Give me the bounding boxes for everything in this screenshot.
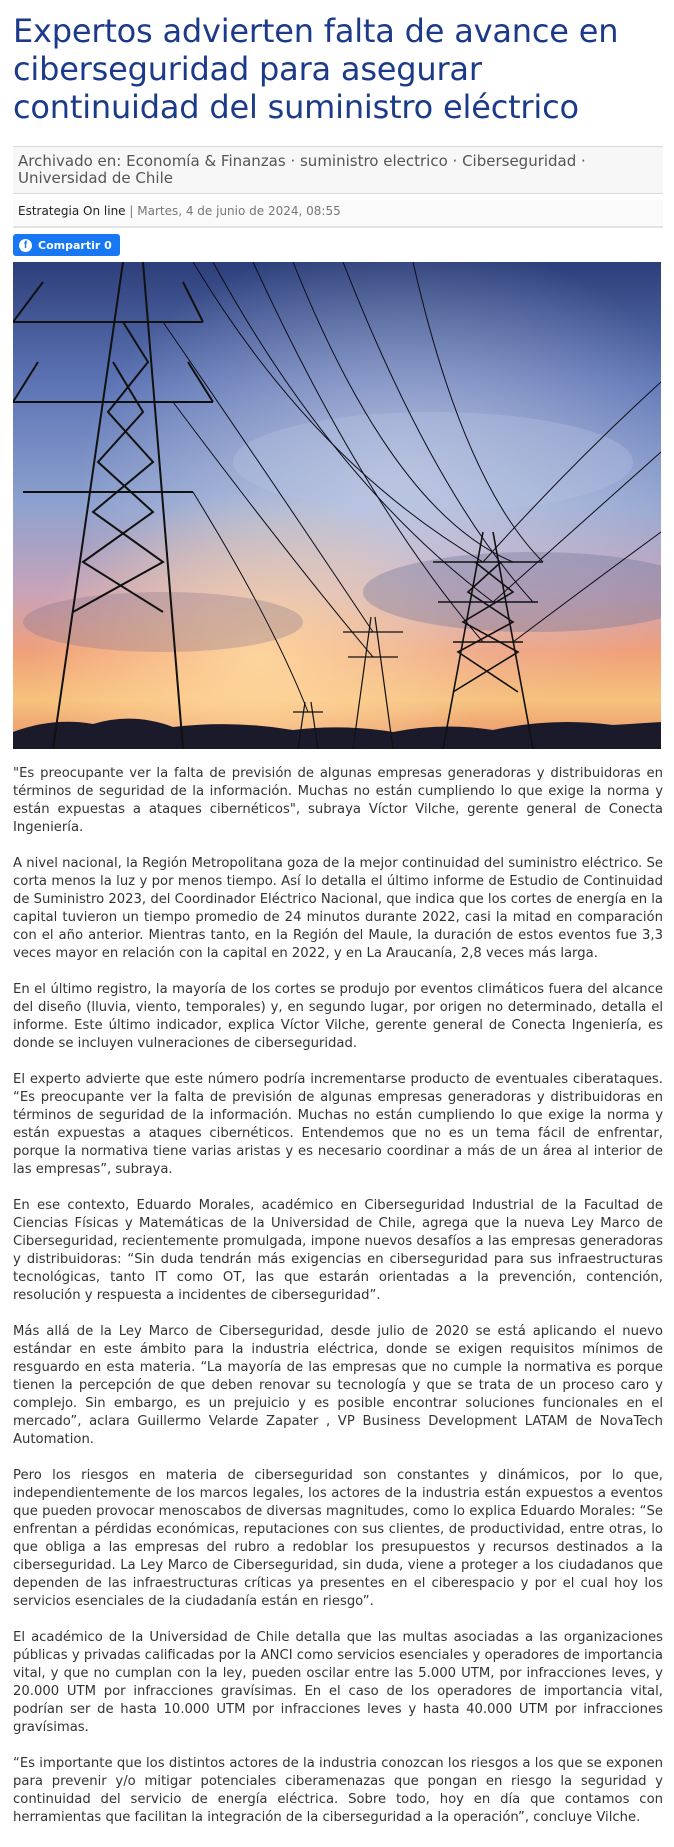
article-date: | Martes, 4 de junio de 2024, 08:55 (125, 204, 341, 218)
article-photo (13, 262, 661, 749)
share-label: Compartir 0 (38, 238, 112, 252)
paragraph-4: El experto advierte que este número podría incrementarse producto de eventuales ciberataques. “Es preocupante ver la falta de previsión de algunas empresas generadoras y distribuidoras en términos de seguridad de la información. Muchas no están cumpliendo lo que exige la norma y están expuestas a ataques cibernéticos. Entendemos que no es un tema fácil de enfrentar, porque la normativa tiene varias aristas y es necesario coordinar a más de un área al interior de las empresas”, subraya. (13, 1072, 663, 1177)
paragraph-2: A nivel nacional, la Región Metropolitana goza de la mejor continuidad del suministro eléctrico. Se corta menos la luz y por menos tiempo. Así lo detalla el último informe de Estudio de Continuidad de Suministro 2023, del Coordinador Eléctrico Nacional, que indica que los cortes de energía en la capital tuvieron un tiempo promedio de 24 minutos durante 2022, casi la mitad en comparación con el año anterior. Mientras tanto, en la Región del Maule, la duración de estos eventos fue 3,3 veces mayor en relación con la capital en 2022, y en La Araucanía, 2,8 veces más larga. (13, 856, 663, 961)
article-source: Estrategia On line (18, 204, 126, 218)
article-body (13, 765, 663, 1827)
article (13, 0, 663, 1827)
paragraph-9: “Es importante que los distintos actores de la industria conozcan los riesgos a los que se exponen para prevenir y/o mitigar potenciales ciberamenazas que pongan en riesgo la seguridad y continuidad del servicio de energía eléctrica. Sobre todo, hoy en día que contamos con herramientas que facilitan la integración de la ciberseguridad a la operación”, concluye Vilche. (13, 1756, 663, 1825)
archived-categories: Archivado en: Economía & Finanzas · suministro electrico · Ciberseguridad · Universidad de Chile (13, 146, 663, 194)
paragraph-5: En ese contexto, Eduardo Morales, académico en Ciberseguridad Industrial de la Facultad de Ciencias Físicas y Matemáticas de la Universidad de Chile, agrega que la nueva Ley Marco de Ciberseguridad, recientemente promulgada, impone nuevos desafíos a las empresas generadoras y distribuidoras: “Sin duda tendrán más exigencias en ciberseguridad para sus infraestructuras tecnológicas, tanto IT como OT, las que estarán orientadas a la prevención, contención, resolución y respuesta a incidentes de ciberseguridad”. (13, 1198, 663, 1303)
facebook-icon: f (19, 239, 32, 252)
paragraph-8: El académico de la Universidad de Chile detalla que las multas asociadas a las organizaciones públicas y privadas calificadas por la ANCI como servicios esenciales y operadores de importancia vital, y que no cumplan con la ley, pueden oscilar entre las 5.000 UTM, por infracciones leves, y 20.000 UTM por infracciones gravísimas. En el caso de los operadores de importancia vital, podrían ser de hasta 10.000 UTM por infracciones leves y hasta 40.000 UTM por infracciones gravísimas. (13, 1630, 663, 1735)
article-meta (13, 200, 663, 228)
paragraph-7: Pero los riesgos en materia de ciberseguridad son constantes y dinámicos, por lo que, independientemente de los marcos legales, los actores de la industria están expuestos a eventos que pueden provocar menoscabos de diversas magnitudes, como lo explica Eduardo Morales: “Se enfrentan a pérdidas económicas, reputaciones con sus clientes, de productividad, entre otras, lo que obliga a las empresas del rubro a redoblar los presupuestos y recursos destinados a la ciberseguridad. La Ley Marco de Ciberseguridad, sin duda, viene a proteger a los ciudadanos que dependen de las infraestructuras críticas ya presentes en el ciberespacio y por el cual hoy los servicios esenciales de la ciudadanía están en riesgo”. (13, 1468, 663, 1609)
paragraph-6: Más allá de la Ley Marco de Ciberseguridad, desde julio de 2020 se está aplicando el nuevo estándar en este ámbito para la industria eléctrica, donde se exigen requisitos mínimos de resguardo en esta materia. “La mayoría de las empresas que no cumple la normativa es porque tienen la percepción de que deben renovar su tecnología y que se trata de un proceso caro y complejo. Sin embargo, es un prejuicio y es posible encontrar soluciones funcionales en el mercado”, aclara Guillermo Velarde Zapater , VP Business Development LATAM de NovaTech Automation. (13, 1324, 663, 1447)
paragraph-1: "Es preocupante ver la falta de previsión de algunas empresas generadoras y distribuidoras en términos de seguridad de la información. Muchas no están cumpliendo lo que exige la norma y están expuestas a ataques cibernéticos", subraya Víctor Vilche, gerente general de Conecta Ingeniería. (13, 766, 663, 835)
article-title: Expertos advierten falta de avance en ciberseguridad para asegurar continuidad del suministro eléctrico (13, 12, 619, 126)
paragraph-3: En el último registro, la mayoría de los cortes se produjo por eventos climáticos fuera del alcance del diseño (lluvia, viento, temporales) y, en segundo lugar, por origen no determinado, detalla el informe. Este último indicador, explica Víctor Vilche, gerente general de Conecta Ingeniería, es donde se incluyen vulneraciones de ciberseguridad. (13, 982, 663, 1051)
facebook-share-button[interactable] (13, 234, 120, 256)
